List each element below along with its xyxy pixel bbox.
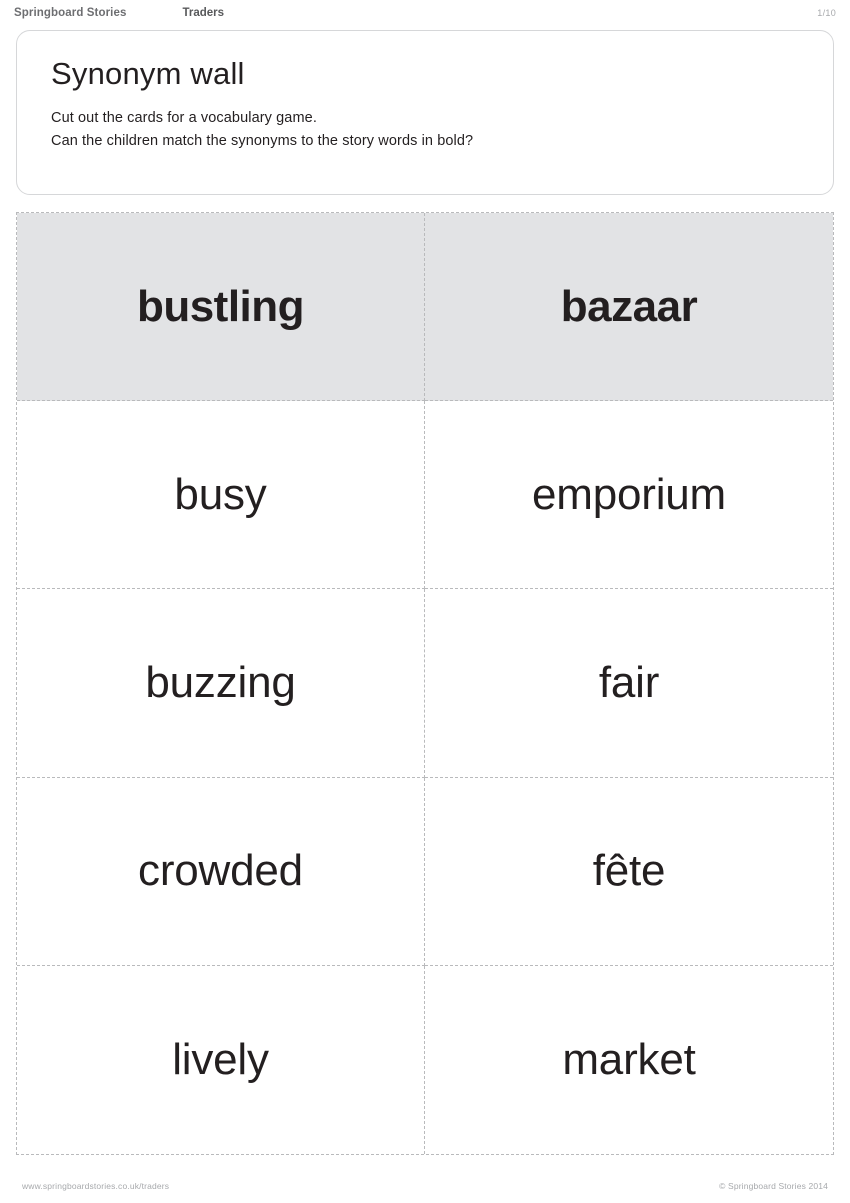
brand-label: Springboard Stories (14, 7, 127, 19)
card-word: busy (174, 469, 267, 519)
instruction-line-2: Can the children match the synonyms to the story words in bold? (51, 132, 474, 149)
synonym-card-grid (16, 212, 834, 1155)
page-number-label: 1/10 (817, 8, 836, 18)
card-word: crowded (138, 846, 303, 896)
instruction-line-1: Cut out the cards for a vocabulary game. (51, 110, 317, 127)
card-word: emporium (531, 469, 726, 519)
footer-url: www.springboardstories.co.uk/traders (22, 1181, 170, 1191)
card-cell-headword-right (425, 213, 833, 401)
top-header-bar (0, 0, 850, 26)
card-cell (425, 401, 833, 589)
card-cell (17, 589, 425, 777)
card-cell (425, 778, 833, 966)
card-cell (17, 401, 425, 589)
card-word: lively (172, 1034, 269, 1084)
card-word: bazaar (560, 281, 698, 331)
card-cell (425, 589, 833, 777)
card-word: bustling (136, 281, 305, 331)
card-word: fair (598, 657, 660, 707)
page-footer (0, 1177, 850, 1195)
card-word: fête (592, 846, 666, 896)
card-word: buzzing (145, 657, 296, 707)
title-card (16, 30, 834, 195)
card-cell (425, 966, 833, 1154)
card-word: market (562, 1034, 696, 1084)
card-cell-headword-left (17, 213, 425, 401)
page-title: Synonym wall (51, 56, 245, 91)
card-cell (17, 966, 425, 1154)
footer-copyright: © Springboard Stories 2014 (719, 1181, 828, 1191)
series-label: Traders (182, 7, 225, 19)
card-cell (17, 778, 425, 966)
